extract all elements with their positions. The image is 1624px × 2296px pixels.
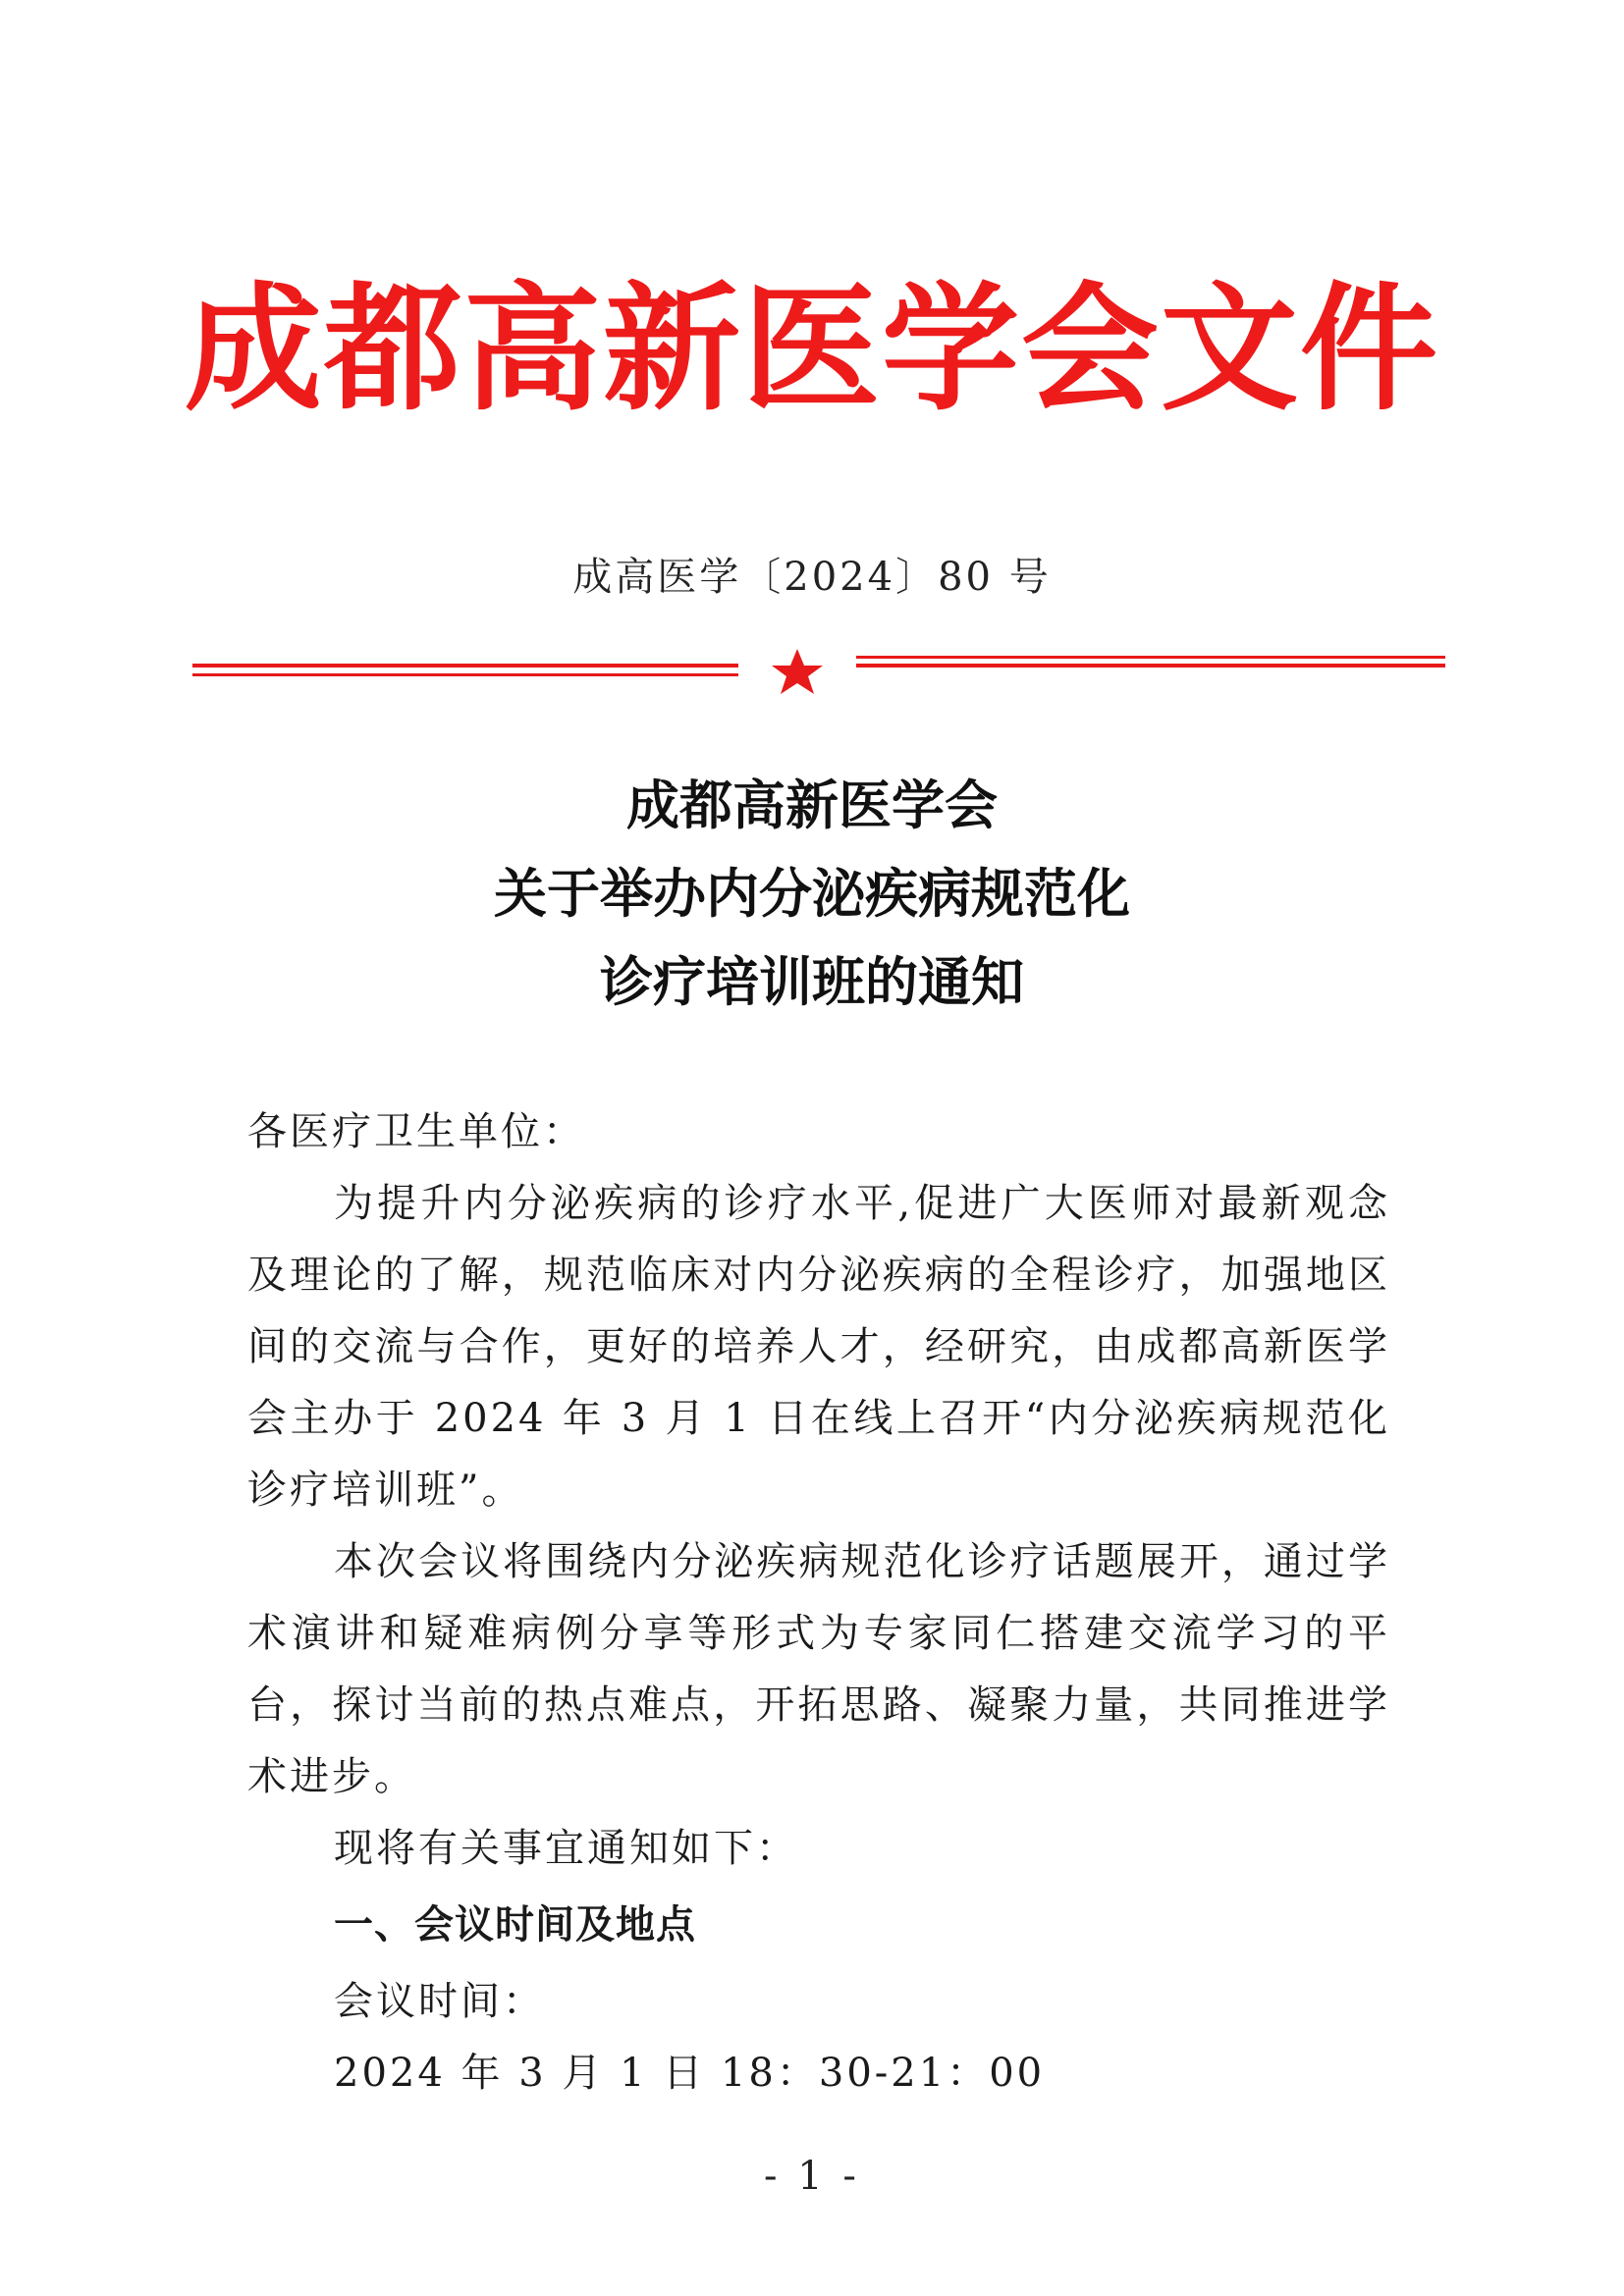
meeting-time-label: 会议时间： (334, 1979, 545, 2024)
notice-title-line-3: 诊疗培训班的通知 (600, 951, 1024, 1013)
paragraph-purpose: 为提升内分泌疾病的诊疗水平,促进广大医师对最新观念及理论的了解，规范临床对内分泌疾病的全程诊疗，加强地区间的交流与合作，更好的培养人才，经研究，由成都高新医学会主办于 2024 年 3 月 1 日在线上召开“内分泌疾病规范化诊疗培训班”。 (247, 1181, 1390, 1513)
red-divider (192, 650, 1445, 693)
paragraph-intro: 现将有关事宜通知如下： (334, 1826, 798, 1871)
salutation: 各医疗卫生单位： (247, 1109, 585, 1154)
document-header-title: 成都高新医学会文件 (184, 270, 1439, 430)
page-number: - 1 - (764, 2154, 860, 2199)
section-heading-time-location: 一、会议时间及地点 (334, 1902, 696, 1948)
notice-body (247, 1096, 1390, 2109)
document-number: 成高医学〔2024〕80 号 (572, 555, 1052, 600)
paragraph-content: 本次会议将围绕内分泌疾病规范化诊疗话题展开，通过学术演讲和疑难病例分享等形式为专家同仁搭建交流学习的平台，探讨当前的热点难点，开拓思路、凝聚力量，共同推进学术进步。 (247, 1539, 1390, 1799)
notice-title-line-1: 成都高新医学会 (626, 774, 998, 836)
notice-title (0, 762, 1624, 1027)
meeting-time-value: 2024 年 3 月 1 日 18：30-21：00 (334, 2051, 1046, 2096)
red-star-icon (768, 648, 827, 697)
notice-title-line-2: 关于举办内分泌疾病规范化 (494, 863, 1130, 925)
